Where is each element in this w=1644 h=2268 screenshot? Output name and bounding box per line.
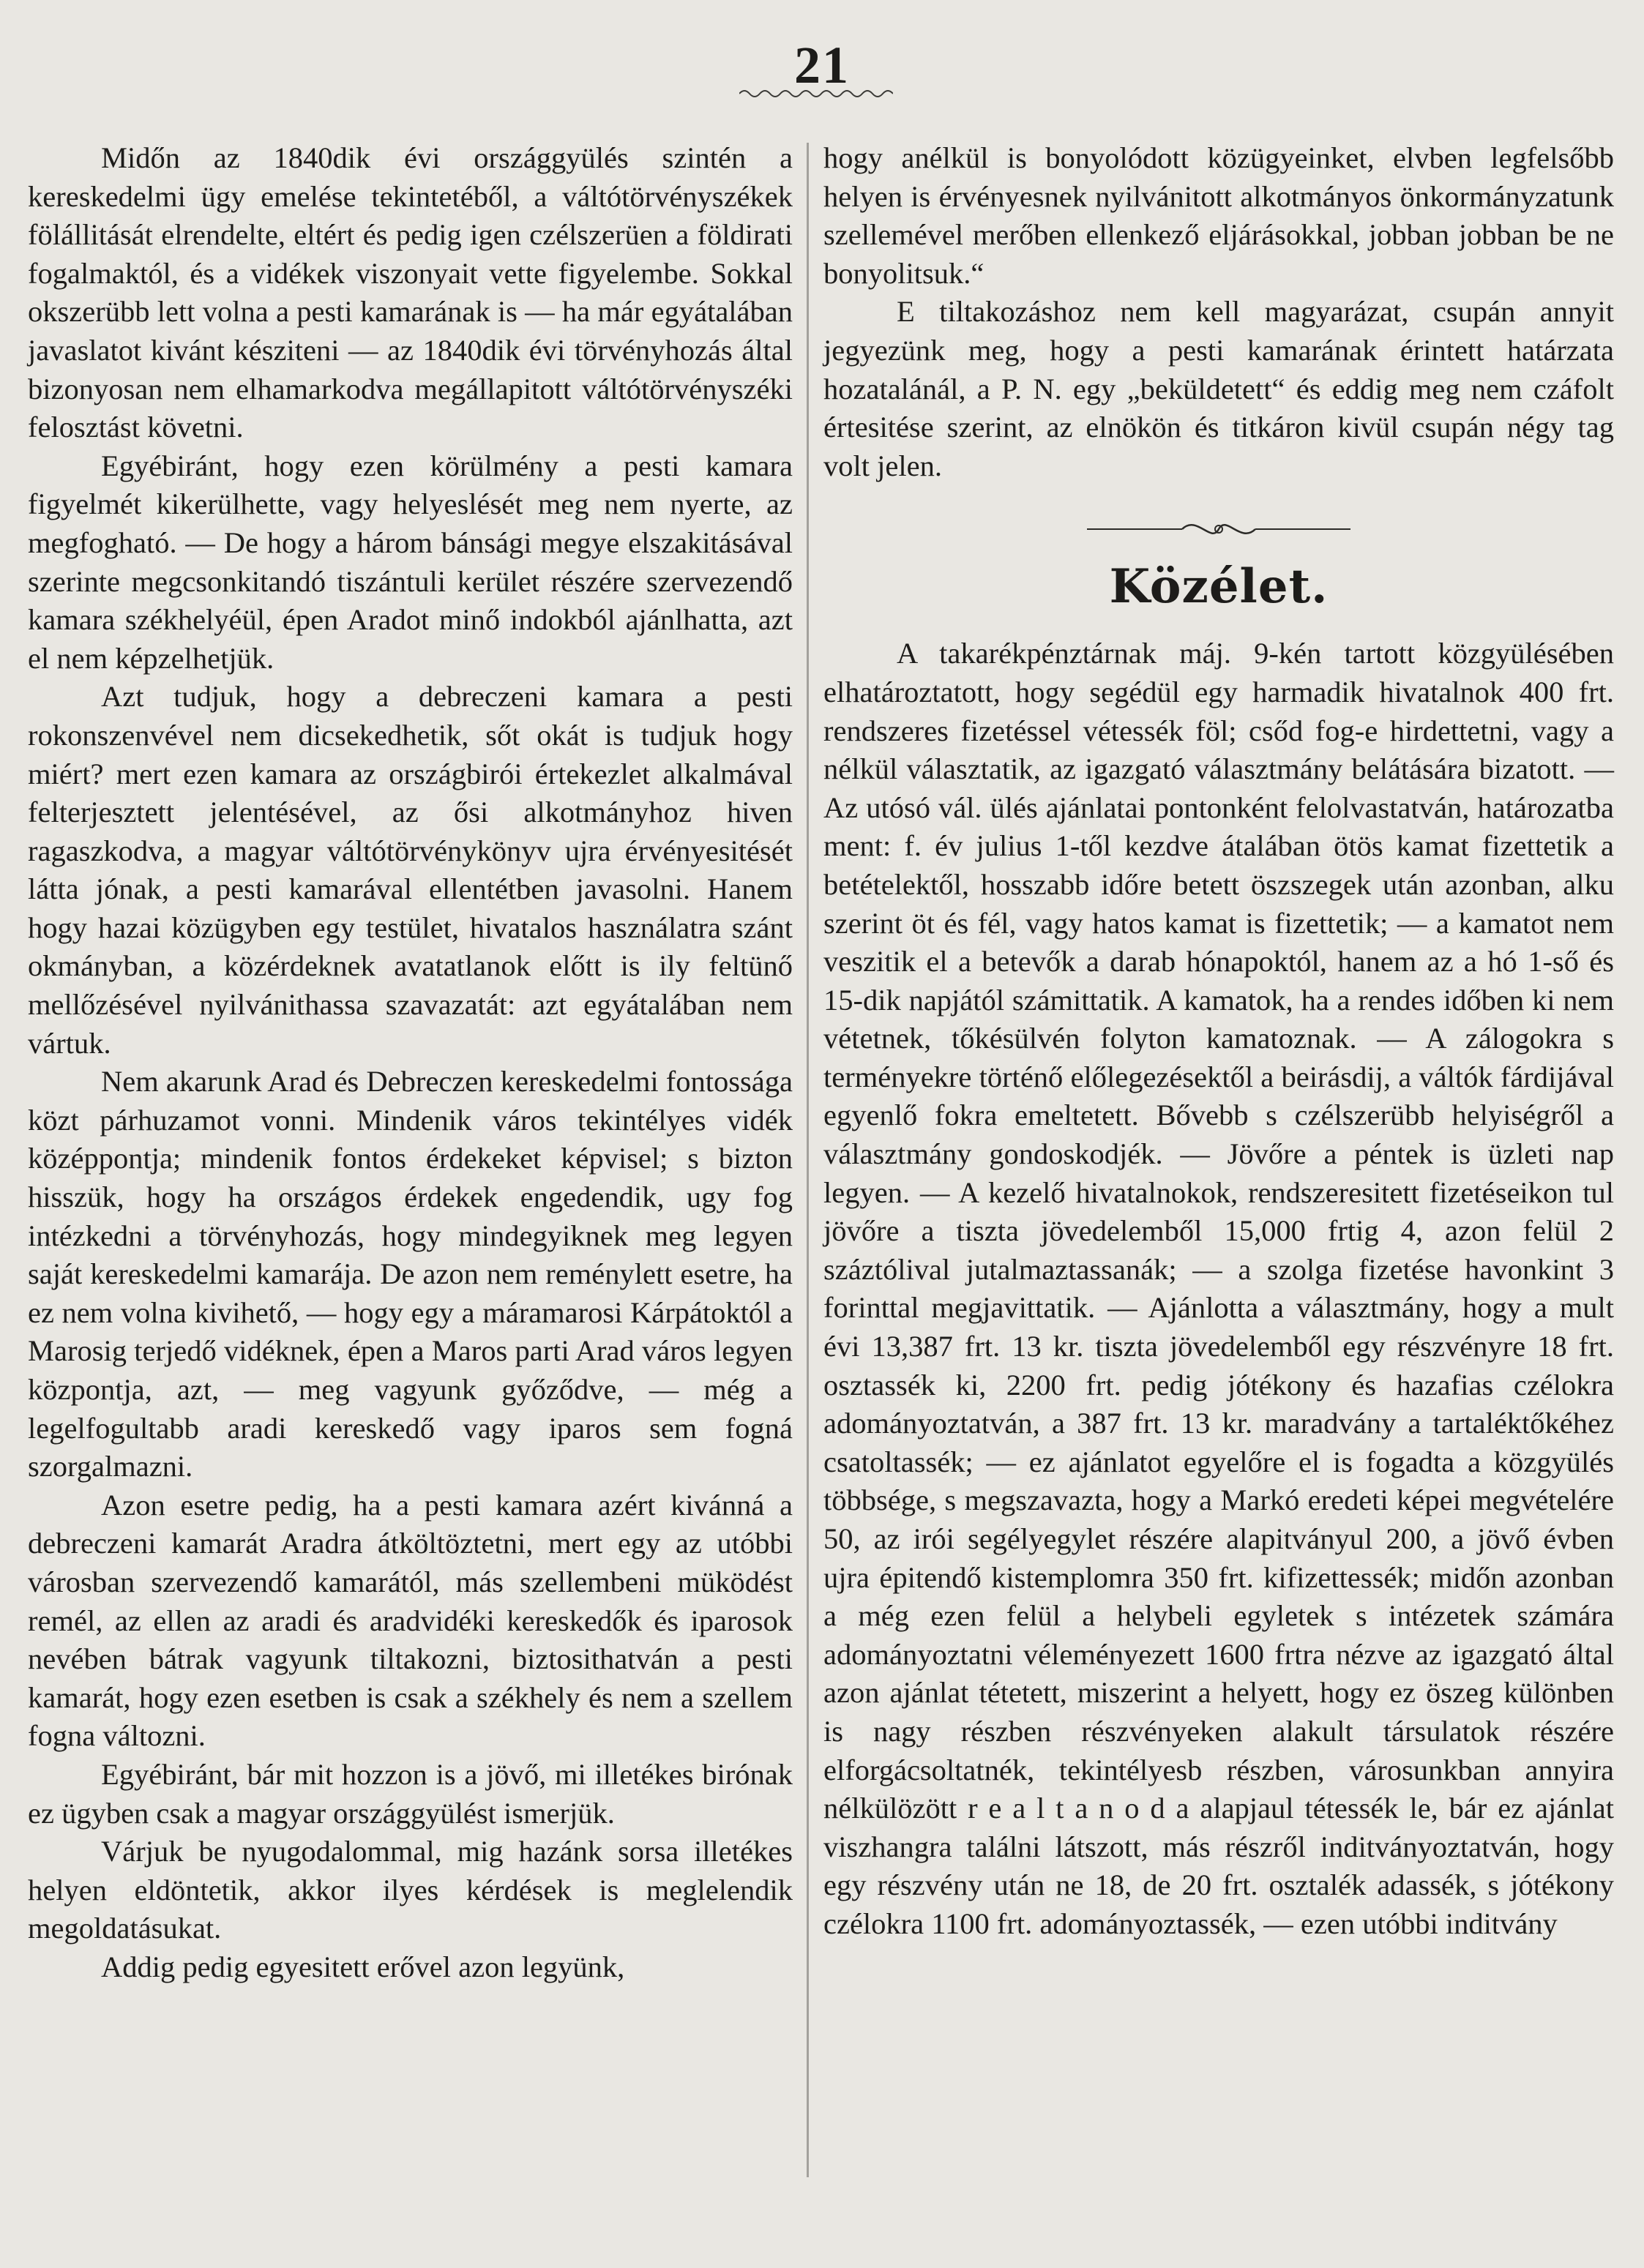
article-paragraph: Várjuk be nyugodalommal, mig hazánk sorsa illetékes helyen eldöntetik, akkor ilyes kérdések is meglelendik megoldatásukat. [28,1835,793,1945]
right-column [823,139,1614,1944]
article-paragraph: Addig pedig egyesitett erővel azon legyünk, [101,1950,625,1983]
article-paragraph: Egyébiránt, bár mit hozzon is a jövő, mi illetékes birónak ez ügyben csak a magyar országgyülést ismerjük. [28,1757,793,1830]
page-number: 21 [794,36,850,94]
article-paragraph: Nem akarunk Arad és Debreczen kereskedelmi fontossága közt párhuzamot vonni. Mindenik város tekintélyes vidék középpontja; mindenik fontos érdekeket képvisel; s bizton hisszük, hogy ha országos érdekek engedendik, ugy fog intézkedni a törvényhozás, hogy mindegyiknek meg legyen saját kereskedelmi kamarája. De azon nem reménylett esetre, ha ez nem volna kivihető, — hogy egy a máramarosi Kárpátoktól a Marosig terjedő vidéknek, épen a Maros parti Arad város legyen központja, azt, — meg vagyunk győződve, — még a legelfogultabb aradi kereskedő vagy iparos sem fogná szorgalmazni. [28,1065,793,1483]
left-column [28,139,793,1987]
wavy-rule-ornament [739,86,893,101]
article-paragraph: hogy anélkül is bonyolódott közügyeinket, elvben legfelsőbb helyen is érvényesnek nyilvánitott alkotmányos önkormányzatunk szellemével merőben ellenkező eljárásokkal, jobban jobban be ne bonyolitsuk.“ [823,141,1614,290]
article-paragraph: Egyébiránt, hogy ezen körülmény a pesti kamara figyelmét kikerülhette, vagy helyeslését meg nem nyerte, az megfogható. — De hogy a három bánsági megye elszakitásával szerinte megcsonkitandó tiszántuli kerület részére szervezendő kamara székhelyéül, épen Aradot minő indokból ajánlhatta, azt el nem képzelhetjük. [28,449,793,675]
section-title: Közélet. [1109,559,1329,615]
article-paragraph: Azt tudjuk, hogy a debreczeni kamara a pesti rokonszenvével nem dicsekedhetik, sőt okát is tudjuk hogy miért? mert ezen kamara az országbirói értekezlet alkalmával felterjesztett jelentésével, az ősi alkotmányhoz hiven ragaszkodva, a magyar váltótörvénykönyv ujra érvényesitését látta jónak, a pesti kamarával ellentétben javasolni. Hanem hogy hazai közügyben egy testület, hivatalos használatra szánt okmányban, a közérdeknek avatatlanok előtt is ily feltünő mellőzésével nyilvánithassa szavazatát: azt egyátalában nem vártuk. [28,680,793,1060]
column-divider [807,143,809,2177]
article-paragraph: E tiltakozáshoz nem kell magyarázat, csupán annyit jegyezünk meg, hogy a pesti kamarának érintett határzata hozatalánál, a P. N. egy „beküldetett“ és eddig meg nem czáfolt értesitése szerint, az elnökön és titkáron kivül csupán négy tag volt jelen. [823,295,1614,482]
flourish-divider-icon [1087,514,1350,544]
article-paragraph: A takarékpénztárnak máj. 9-kén tartott közgyülésében elhatároztatott, hogy segédül egy harmadik hivatalnok 400 frt. rendszeres fizetéssel vétessék föl; csőd fog-e hirdettetni, vagy a nélkül választatik, az igazgató választmány belátására bizatott. — Az utósó vál. ülés ajánlatai pontonként felolvastatván, határozatba ment: f. év julius 1-től kezdve átalában ötös kamat fizettetik a betételektől, hosszabb időre betett öszszegek után azonban, alku szerint öt és fél, vagy hatos kamat is fizettetik; — a kamatot nem veszitik el a betevők a darab hónapoktól, hanem az a hó 1-ső és 15-dik napjától számittatik. A kamatok, ha a rendes időben ki nem vétetnek, tőkésülvén folyton kamatoznak. — A zálogokra s terményekre történő előlegezésektől a beirásdij, a váltók fárdijával egyenlő fokra emeltetett. Bővebb s czélszerübb helyiségről a választmány gondoskodjék. — Jövőre a péntek is üzleti nap legyen. — A kezelő hivatalnokok, rendszeresitett fizetéseikon tul jövőre a tiszta jövedelemből 15,000 frtig 4, azon felül 2 száztólival jutalmaztassanák; — a szolga fizetése havonkint 3 forinttal megjavittatik. — Ajánlotta a választmány, hogy a mult évi 13,387 frt. 13 kr. tiszta jövedelemből egy részvényre 18 frt. osztassék ki, 2200 frt. pedig jótékony és hazafias czélokra adományoztatván, a 387 frt. 13 kr. maradvány a tartaléktőkéhez csatoltassék; — ez ajánlatot egyelőre el is fogadta a közgyülés többsége, s megszavazta, hogy a Markó eredeti képei megvételére 50, az irói segélyegylet részére alapitványul 200, a jövő évben ujra épitendő kistemplomra 350 frt. kifizettessék; midőn azonban a még ezen felül a helybeli egyletek s intézetek számára adományoztatni véleményezett 1600 frtra nézve az igazgató által azon ajánlat tétetett, miszerint a helyett, hogy ez öszeg különben is nagy részben részvényeken alakult társulatok részére elforgácsoltatnék, tekintélyesb részben, városunkban annyira nélkülözött r e a l t a n o d a alapjaul tétessék le, bár ez ajánlat viszhangra találni látszott, más részről inditványoztatván, hogy egy részvény után ne 18, de 20 frt. osztalék adassék, s jótékony czélokra 1100 frt. adományoztassék, — ezen utóbbi inditvány [823,637,1614,1940]
article-paragraph: Midőn az 1840dik évi országgyülés szintén a kereskedelmi ügy emelése tekintetéből, a váltótörvényszékek fölállitását elrendelte, eltért és pedig igen czélszerüen a földirati fogalmaktól, és a vidékek viszonyait vette figyelembe. Sokkal okszerübb lett volna a pesti kamarának is — ha már egyátalában javaslatot kivánt késziteni — az 1840dik évi törvényhozás által bizonyosan nem elhamarkodva megállapitott váltótörvényszéki felosztást követni. [28,141,793,444]
article-paragraph: Azon esetre pedig, ha a pesti kamara azért kivánná a debreczeni kamarát Aradra átköltöztetni, mert egy az utóbbi városban szervezendő kamarától, más szellembeni müködést remél, az ellen az aradi és aradvidéki kereskedők és iparosok nevében bátrak vagyunk tiltakozni, biztosithatván a pesti kamarát, hogy ezen esetben is csak a székhely és nem a szellem fogna változni. [28,1488,793,1753]
